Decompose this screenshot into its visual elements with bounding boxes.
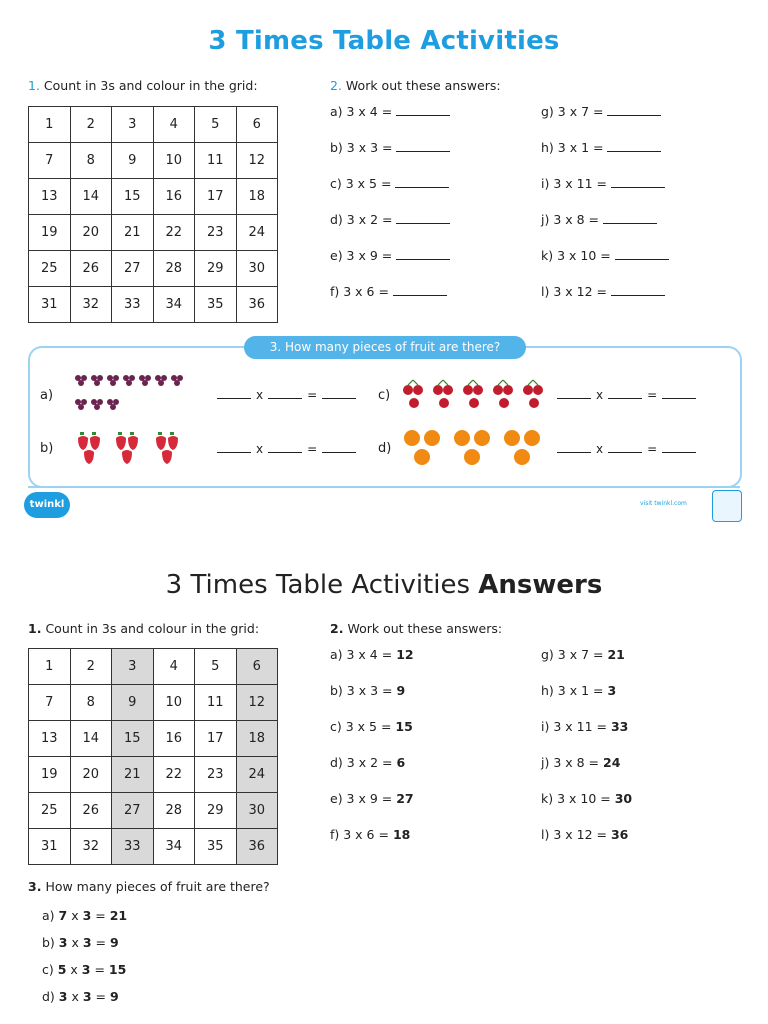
fruit-label-a: a) <box>40 388 54 403</box>
grid-cell[interactable]: 13 <box>29 179 71 215</box>
question-number: 2. <box>330 621 344 636</box>
fruit-answer-value: 5 <box>57 962 67 977</box>
answers-question-2-label <box>330 621 502 636</box>
fruit-answer-value: 15 <box>108 962 127 977</box>
grid-cell[interactable]: 4 <box>153 107 195 143</box>
grid-cell: 16 <box>153 721 195 757</box>
grid-cell[interactable]: 1 <box>29 107 71 143</box>
grid-cell: 9 <box>112 685 154 721</box>
answer-blank[interactable] <box>611 178 665 188</box>
fruit-answer-label: d) <box>42 989 55 1004</box>
answer-item <box>330 791 414 806</box>
answer-item <box>541 683 616 698</box>
equation-item[interactable] <box>541 284 665 299</box>
grid-cell: 11 <box>195 685 237 721</box>
grid-cell[interactable]: 26 <box>70 251 112 287</box>
grid-cell[interactable]: 27 <box>112 251 154 287</box>
question-number: 3. <box>28 879 42 894</box>
equation-text: j) 3 x 8 = <box>541 755 600 770</box>
equation-text: g) 3 x 7 = <box>541 104 604 119</box>
equation-item[interactable] <box>541 176 665 191</box>
equation-item[interactable] <box>330 104 450 119</box>
grid-cell: 13 <box>29 721 71 757</box>
hundred-grid <box>28 106 278 323</box>
answer-item <box>330 755 405 770</box>
grid-cell[interactable]: 6 <box>236 107 278 143</box>
grid-cell[interactable]: 28 <box>153 251 195 287</box>
answers-question-1-label <box>28 621 259 636</box>
grid-cell[interactable]: 9 <box>112 143 154 179</box>
equation-item[interactable] <box>330 284 447 299</box>
grid-cell: 18 <box>236 721 278 757</box>
grid-cell[interactable]: 32 <box>70 287 112 323</box>
equation-text: h) 3 x 1 = <box>541 683 604 698</box>
footer-divider <box>28 486 740 488</box>
fruit-answer-value: 3 <box>82 935 92 950</box>
grid-cell: 8 <box>70 685 112 721</box>
grid-row <box>29 107 278 143</box>
fruit-answer-value: 3 <box>82 908 92 923</box>
fruit-answer-value: 3 <box>81 962 91 977</box>
grid-cell: 31 <box>29 829 71 865</box>
equation-text: k) 3 x 10 = <box>541 791 611 806</box>
grid-cell: 27 <box>112 793 154 829</box>
equation-item[interactable] <box>330 140 450 155</box>
answer-blank[interactable] <box>396 250 450 260</box>
grid-cell[interactable]: 10 <box>153 143 195 179</box>
equation-item[interactable] <box>541 248 669 263</box>
answer-item <box>330 719 413 734</box>
grid-cell[interactable]: 35 <box>195 287 237 323</box>
grid-row <box>29 793 278 829</box>
answers-hundred-grid <box>28 648 278 865</box>
equation-text: d) 3 x 2 = <box>330 755 393 770</box>
fruit-answer-item: b) 3 x 3 = 9 <box>42 935 119 950</box>
answer-value: 15 <box>395 719 413 734</box>
grid-cell: 6 <box>236 649 278 685</box>
answer-value: 6 <box>396 755 406 770</box>
grid-cell: 33 <box>112 829 154 865</box>
fruit-label-c: c) <box>378 388 391 403</box>
grid-cell[interactable]: 14 <box>70 179 112 215</box>
answer-blank[interactable] <box>396 214 450 224</box>
answer-value: 9 <box>396 683 406 698</box>
answer-blank[interactable] <box>615 250 669 260</box>
question-text: Count in 3s and colour in the grid: <box>45 621 260 636</box>
fruit-answer-value: 3 <box>58 935 68 950</box>
answer-value: 27 <box>396 791 414 806</box>
grid-cell[interactable]: 30 <box>236 251 278 287</box>
grid-cell: 26 <box>70 793 112 829</box>
fruit-answer-line-a[interactable]: x = <box>212 388 361 402</box>
grid-cell[interactable]: 22 <box>153 215 195 251</box>
grid-row <box>29 179 278 215</box>
grid-cell[interactable]: 24 <box>236 215 278 251</box>
grid-cell[interactable]: 18 <box>236 179 278 215</box>
grid-row <box>29 143 278 179</box>
equation-text: l) 3 x 12 = <box>541 827 607 842</box>
answer-value: 12 <box>396 647 414 662</box>
answer-item <box>541 827 628 842</box>
answer-blank[interactable] <box>611 286 665 296</box>
answer-blank[interactable] <box>396 106 450 116</box>
grid-cell[interactable]: 7 <box>29 143 71 179</box>
grid-row <box>29 685 278 721</box>
grid-cell[interactable]: 12 <box>236 143 278 179</box>
equation-text: b) 3 x 3 = <box>330 683 393 698</box>
grid-cell[interactable]: 2 <box>70 107 112 143</box>
answer-value: 18 <box>392 827 411 842</box>
grid-cell[interactable]: 5 <box>195 107 237 143</box>
answer-blank[interactable] <box>393 286 447 296</box>
fruit-answer-value: 7 <box>58 908 68 923</box>
question-text: Count in 3s and colour in the grid: <box>43 78 258 93</box>
grid-row <box>29 649 278 685</box>
grid-cell[interactable]: 11 <box>195 143 237 179</box>
answers-title: 3 Times Table Activities Answers <box>165 570 603 600</box>
grid-cell: 35 <box>195 829 237 865</box>
equation-text: e) 3 x 9 = <box>330 791 393 806</box>
grid-cell[interactable]: 21 <box>112 215 154 251</box>
fruit-answer-line-d[interactable]: x = <box>552 442 701 456</box>
question-number: 1. <box>28 621 42 636</box>
oranges-icon <box>402 428 548 468</box>
grid-cell[interactable]: 33 <box>112 287 154 323</box>
grid-cell: 32 <box>70 829 112 865</box>
answer-value: 3 <box>607 683 617 698</box>
grid-cell: 2 <box>70 649 112 685</box>
fruit-answer-value: 9 <box>109 989 119 1004</box>
grid-cell: 30 <box>236 793 278 829</box>
fruit-answer-item: c) 5 x 3 = 15 <box>42 962 127 977</box>
equation-item[interactable] <box>330 248 450 263</box>
equation-text: d) 3 x 2 = <box>330 212 393 227</box>
answer-item <box>330 827 410 842</box>
quality-badge-icon <box>712 490 742 522</box>
question-text: Work out these answers: <box>347 621 503 636</box>
grid-cell[interactable]: 3 <box>112 107 154 143</box>
answer-value: 33 <box>610 719 629 734</box>
answer-blank[interactable] <box>607 106 661 116</box>
equation-text: f) 3 x 6 = <box>330 827 389 842</box>
answer-item <box>541 647 625 662</box>
answer-item <box>330 683 405 698</box>
fruit-answer-item: d) 3 x 3 = 9 <box>42 989 119 1004</box>
fruit-answer-label: a) <box>42 908 55 923</box>
fruit-answer-value: 3 <box>82 989 92 1004</box>
equation-text: e) 3 x 9 = <box>330 248 393 263</box>
question-number: 2. <box>330 78 342 93</box>
grid-cell: 34 <box>153 829 195 865</box>
grid-cell[interactable]: 15 <box>112 179 154 215</box>
grid-cell: 23 <box>195 757 237 793</box>
cherries-icon <box>400 378 550 410</box>
fruit-answer-line-b[interactable]: x = <box>212 442 361 456</box>
grid-row <box>29 829 278 865</box>
answer-value: 36 <box>610 827 629 842</box>
grid-cell: 7 <box>29 685 71 721</box>
grid-cell: 24 <box>236 757 278 793</box>
question-text: How many pieces of fruit are there? <box>45 879 270 894</box>
grid-cell[interactable]: 23 <box>195 215 237 251</box>
grid-cell: 3 <box>112 649 154 685</box>
equation-item[interactable] <box>330 176 449 191</box>
answer-item <box>541 719 628 734</box>
grapes-icon <box>72 372 192 420</box>
answer-value: 30 <box>614 791 633 806</box>
grid-cell: 25 <box>29 793 71 829</box>
answer-blank[interactable] <box>395 178 449 188</box>
answer-item <box>541 791 632 806</box>
equation-text: k) 3 x 10 = <box>541 248 611 263</box>
grid-cell: 29 <box>195 793 237 829</box>
equation-text: l) 3 x 12 = <box>541 284 607 299</box>
grid-cell[interactable]: 16 <box>153 179 195 215</box>
answer-blank[interactable] <box>607 142 661 152</box>
grid-cell: 14 <box>70 721 112 757</box>
grid-cell: 22 <box>153 757 195 793</box>
page-title: 3 Times Table Activities <box>208 26 560 56</box>
grid-cell: 12 <box>236 685 278 721</box>
answer-value: 21 <box>607 647 625 662</box>
grid-cell[interactable]: 8 <box>70 143 112 179</box>
equation-item[interactable] <box>541 140 661 155</box>
equation-text: f) 3 x 6 = <box>330 284 389 299</box>
grid-cell[interactable]: 31 <box>29 287 71 323</box>
equation-item[interactable] <box>330 212 450 227</box>
fruit-answer-line-c[interactable]: x = <box>552 388 701 402</box>
equation-text: g) 3 x 7 = <box>541 647 604 662</box>
answer-item <box>541 755 620 770</box>
equation-text: i) 3 x 11 = <box>541 176 607 191</box>
grid-row <box>29 721 278 757</box>
fruit-answer-label: c) <box>42 962 54 977</box>
question-2-label <box>330 78 501 93</box>
fruit-answer-value: 21 <box>109 908 128 923</box>
fruit-question-title: 3. How many pieces of fruit are there? <box>244 336 526 359</box>
answer-item <box>330 647 414 662</box>
fruit-answer-value: 3 <box>58 989 68 1004</box>
equation-text: a) 3 x 4 = <box>330 647 393 662</box>
fruit-answer-value: 9 <box>109 935 119 950</box>
equation-text: b) 3 x 3 = <box>330 140 393 155</box>
equation-text: h) 3 x 1 = <box>541 140 604 155</box>
visit-link[interactable]: visit twinkl.com <box>640 500 687 507</box>
twinkl-logo: twinkl <box>24 492 70 518</box>
answer-blank[interactable] <box>396 142 450 152</box>
grid-cell[interactable]: 17 <box>195 179 237 215</box>
grid-cell: 17 <box>195 721 237 757</box>
grid-row <box>29 287 278 323</box>
fruit-answer-label: b) <box>42 935 55 950</box>
fruit-label-b: b) <box>40 441 54 456</box>
strawberries-icon <box>74 432 190 470</box>
equation-text: i) 3 x 11 = <box>541 719 607 734</box>
question-1-label <box>28 78 258 93</box>
grid-cell: 10 <box>153 685 195 721</box>
grid-cell: 19 <box>29 757 71 793</box>
fruit-answer-item: a) 7 x 3 = 21 <box>42 908 128 923</box>
grid-row <box>29 215 278 251</box>
grid-cell[interactable]: 19 <box>29 215 71 251</box>
grid-cell[interactable]: 34 <box>153 287 195 323</box>
grid-cell: 20 <box>70 757 112 793</box>
grid-cell: 21 <box>112 757 154 793</box>
grid-cell[interactable]: 20 <box>70 215 112 251</box>
grid-row <box>29 251 278 287</box>
question-number: 1. <box>28 78 40 93</box>
fruit-label-d: d) <box>378 441 392 456</box>
equation-text: j) 3 x 8 = <box>541 212 600 227</box>
grid-cell: 28 <box>153 793 195 829</box>
answer-blank[interactable] <box>603 214 657 224</box>
equation-text: a) 3 x 4 = <box>330 104 393 119</box>
answer-value: 24 <box>603 755 621 770</box>
grid-cell: 1 <box>29 649 71 685</box>
equation-text: c) 3 x 5 = <box>330 719 392 734</box>
equation-item[interactable] <box>541 212 657 227</box>
grid-cell: 36 <box>236 829 278 865</box>
grid-cell[interactable]: 36 <box>236 287 278 323</box>
equation-item[interactable] <box>541 104 661 119</box>
grid-row <box>29 757 278 793</box>
answers-question-3-label <box>28 879 270 894</box>
grid-cell: 5 <box>195 649 237 685</box>
grid-cell[interactable]: 25 <box>29 251 71 287</box>
equation-text: c) 3 x 5 = <box>330 176 392 191</box>
grid-cell[interactable]: 29 <box>195 251 237 287</box>
question-text: Work out these answers: <box>345 78 501 93</box>
grid-cell: 4 <box>153 649 195 685</box>
grid-cell: 15 <box>112 721 154 757</box>
